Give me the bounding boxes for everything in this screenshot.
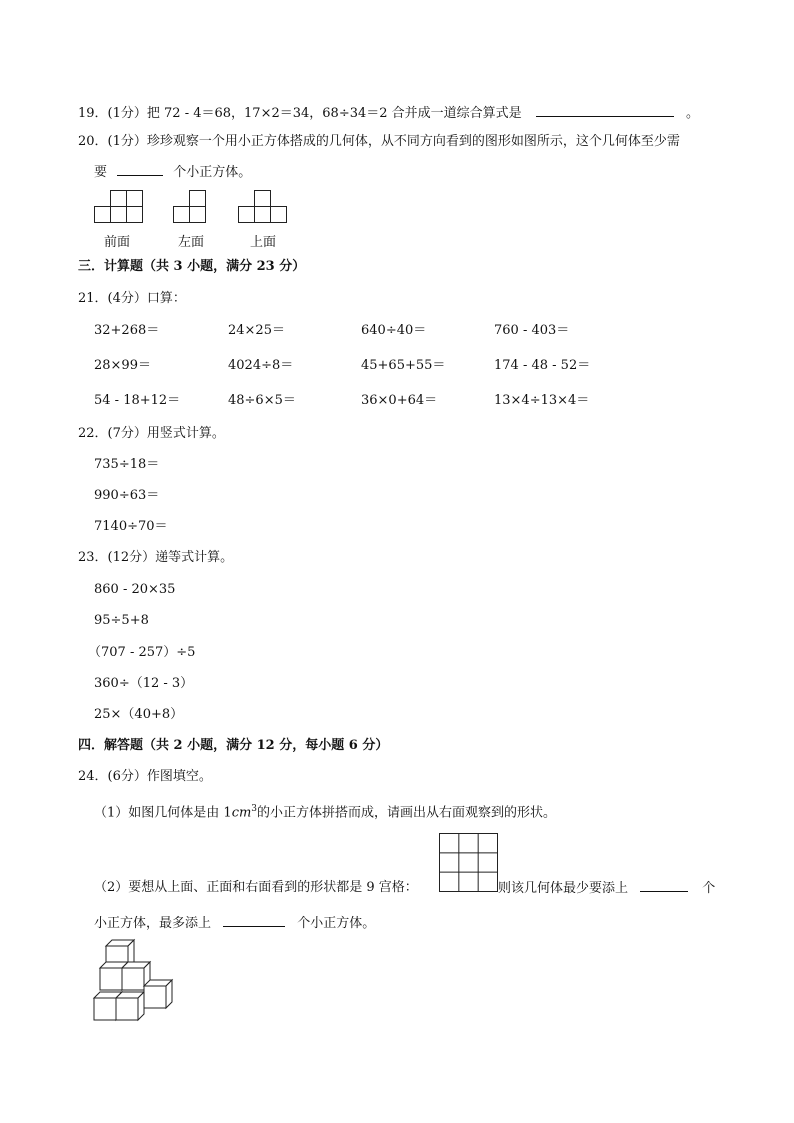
question-22-title: 22．(7分）用竖式计算。 (78, 426, 225, 441)
q23-item-5: 25×（40+8） (94, 707, 184, 722)
q20-post: 个小正方体。 (173, 165, 252, 180)
q20-pre: 要 (94, 165, 108, 180)
cube-stack-figure (92, 938, 182, 1024)
q23-item-1: 860 - 20×35 (94, 582, 176, 597)
question-19 (78, 104, 699, 123)
q24-unit-exponent: 3 (251, 804, 258, 814)
q19-answer-blank[interactable] (536, 104, 674, 117)
q21-r3-c1: 54 - 18+12＝ (94, 393, 181, 408)
q22-item-2: 990÷63＝ (94, 488, 160, 503)
q23-item-2: 95÷5+8 (94, 613, 149, 628)
q21-r3-c4: 13×4÷13×4＝ (494, 393, 590, 408)
q20-answer-blank[interactable] (117, 163, 163, 176)
q24-part3-pre: 小正方体，最多添上 (94, 916, 212, 931)
q22-item-1: 735÷18＝ (94, 457, 160, 472)
q21-r3-c2: 48÷6×5＝ (228, 393, 296, 408)
q24-part2-left: （2）要想从上面、正面和右面看到的形状都是 9 宫格： (94, 880, 418, 895)
q24-max-blank[interactable] (223, 914, 285, 927)
q21-r1-c2: 24×25＝ (228, 323, 285, 338)
q21-r2-c3: 45+65+55＝ (361, 358, 446, 373)
q24-part1-post: 的小正方体拼搭而成，请画出从右面观察到的形状。 (257, 805, 557, 821)
nine-grid-figure (439, 833, 499, 893)
q24-part1 (94, 800, 556, 822)
top-view-label: 上面 (250, 235, 277, 250)
q24-part1-pre: （1）如图几何体是由 1 (94, 805, 232, 821)
q23-item-4: 360÷（12 - 3） (94, 676, 194, 691)
left-view-figure (173, 189, 207, 223)
question-23-title: 23．(12分）递等式计算。 (78, 550, 234, 565)
section-3-heading: 三．计算题（共 3 小题，满分 23 分） (78, 259, 306, 274)
q24-part3-post: 个小正方体。 (297, 916, 376, 931)
q21-r1-c1: 32+268＝ (94, 323, 160, 338)
q24-part2-end: 个 (702, 881, 716, 896)
q24-unit: cm (231, 805, 252, 821)
question-21-title: 21．(4分）口算： (78, 291, 186, 306)
question-20-line1: 20．(1分）珍珍观察一个用小正方体搭成的几何体，从不同方向看到的图形如图所示，这个几何体至少需 (78, 134, 680, 149)
q24-part2-mid: 则该几何体最少要添上 (498, 881, 629, 896)
q21-r1-c4: 760 - 403＝ (494, 323, 570, 338)
q24-min-blank[interactable] (640, 879, 688, 892)
q19-text: 19．(1分）把 72 - 4＝68，17×2＝34，68÷34＝2 合并成一道综合算式是 (78, 106, 522, 121)
q19-end: 。 (685, 106, 699, 121)
q22-item-3: 7140÷70＝ (94, 519, 168, 534)
q24-part2-right (498, 879, 715, 898)
question-24-title: 24．(6分）作图填空。 (78, 769, 212, 784)
q21-r2-c4: 174 - 48 - 52＝ (494, 358, 591, 373)
left-view-label: 左面 (178, 235, 205, 250)
front-view-label: 前面 (104, 235, 131, 250)
q24-part3 (94, 914, 375, 933)
top-view-figure (238, 189, 288, 223)
section-4-heading: 四．解答题（共 2 小题，满分 12 分，每小题 6 分） (78, 738, 389, 753)
q21-r1-c3: 640÷40＝ (361, 323, 427, 338)
front-view-figure (94, 189, 144, 223)
q21-r2-c1: 28×99＝ (94, 358, 151, 373)
q21-r2-c2: 4024÷8＝ (228, 358, 294, 373)
q23-item-3: （707 - 257）÷5 (88, 645, 196, 660)
question-20-line2 (94, 163, 251, 182)
q21-r3-c3: 36×0+64＝ (361, 393, 438, 408)
